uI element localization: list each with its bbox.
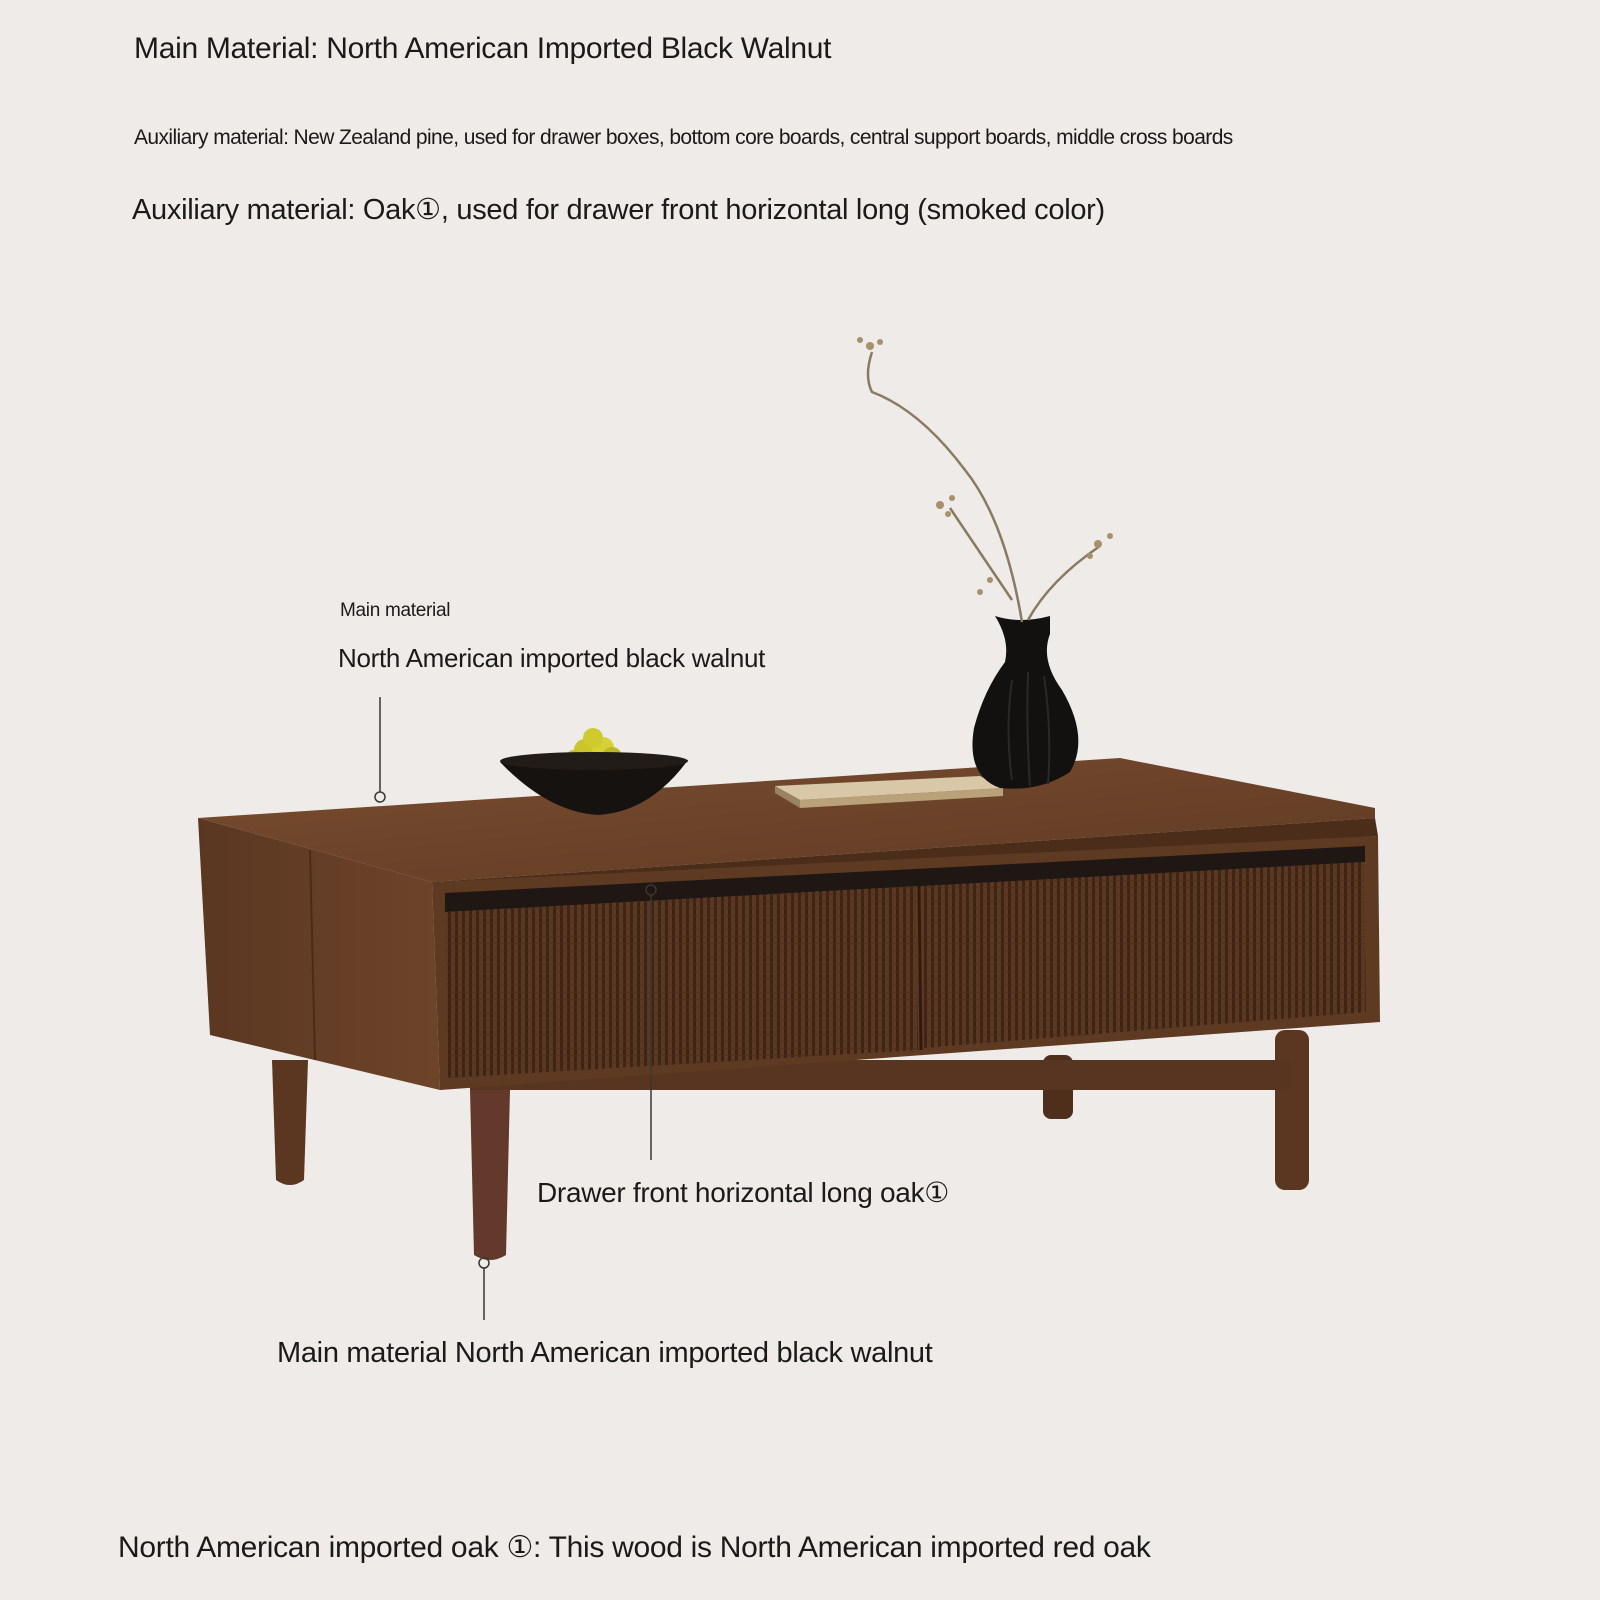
table-legs-back [1043,1030,1309,1190]
dried-branch [868,352,1100,622]
branch-buds [857,337,1113,595]
auxiliary-pine-text: Auxiliary material: New Zealand pine, used for drawer boxes, bottom core boards, central support boards, middle cross boards [134,126,1233,149]
annotation-main-material-value: North American imported black walnut [338,643,766,673]
black-vase [972,616,1078,789]
annotation-leg-material: Main material North American imported black walnut [277,1337,933,1369]
annotation-drawer-front: Drawer front horizontal long oak① [537,1177,950,1208]
drawer-front-left[interactable] [446,886,918,1078]
table-legs-front [272,1060,510,1260]
main-material-heading: Main Material: North American Imported Black Walnut [134,32,832,65]
auxiliary-oak-text: Auxiliary material: Oak①, used for drawer front horizontal long (smoked color) [132,194,1105,226]
footer-oak-note: North American imported oak ①: This wood is North American imported red oak [118,1531,1151,1564]
annotation-main-material-label: Main material [340,600,451,621]
